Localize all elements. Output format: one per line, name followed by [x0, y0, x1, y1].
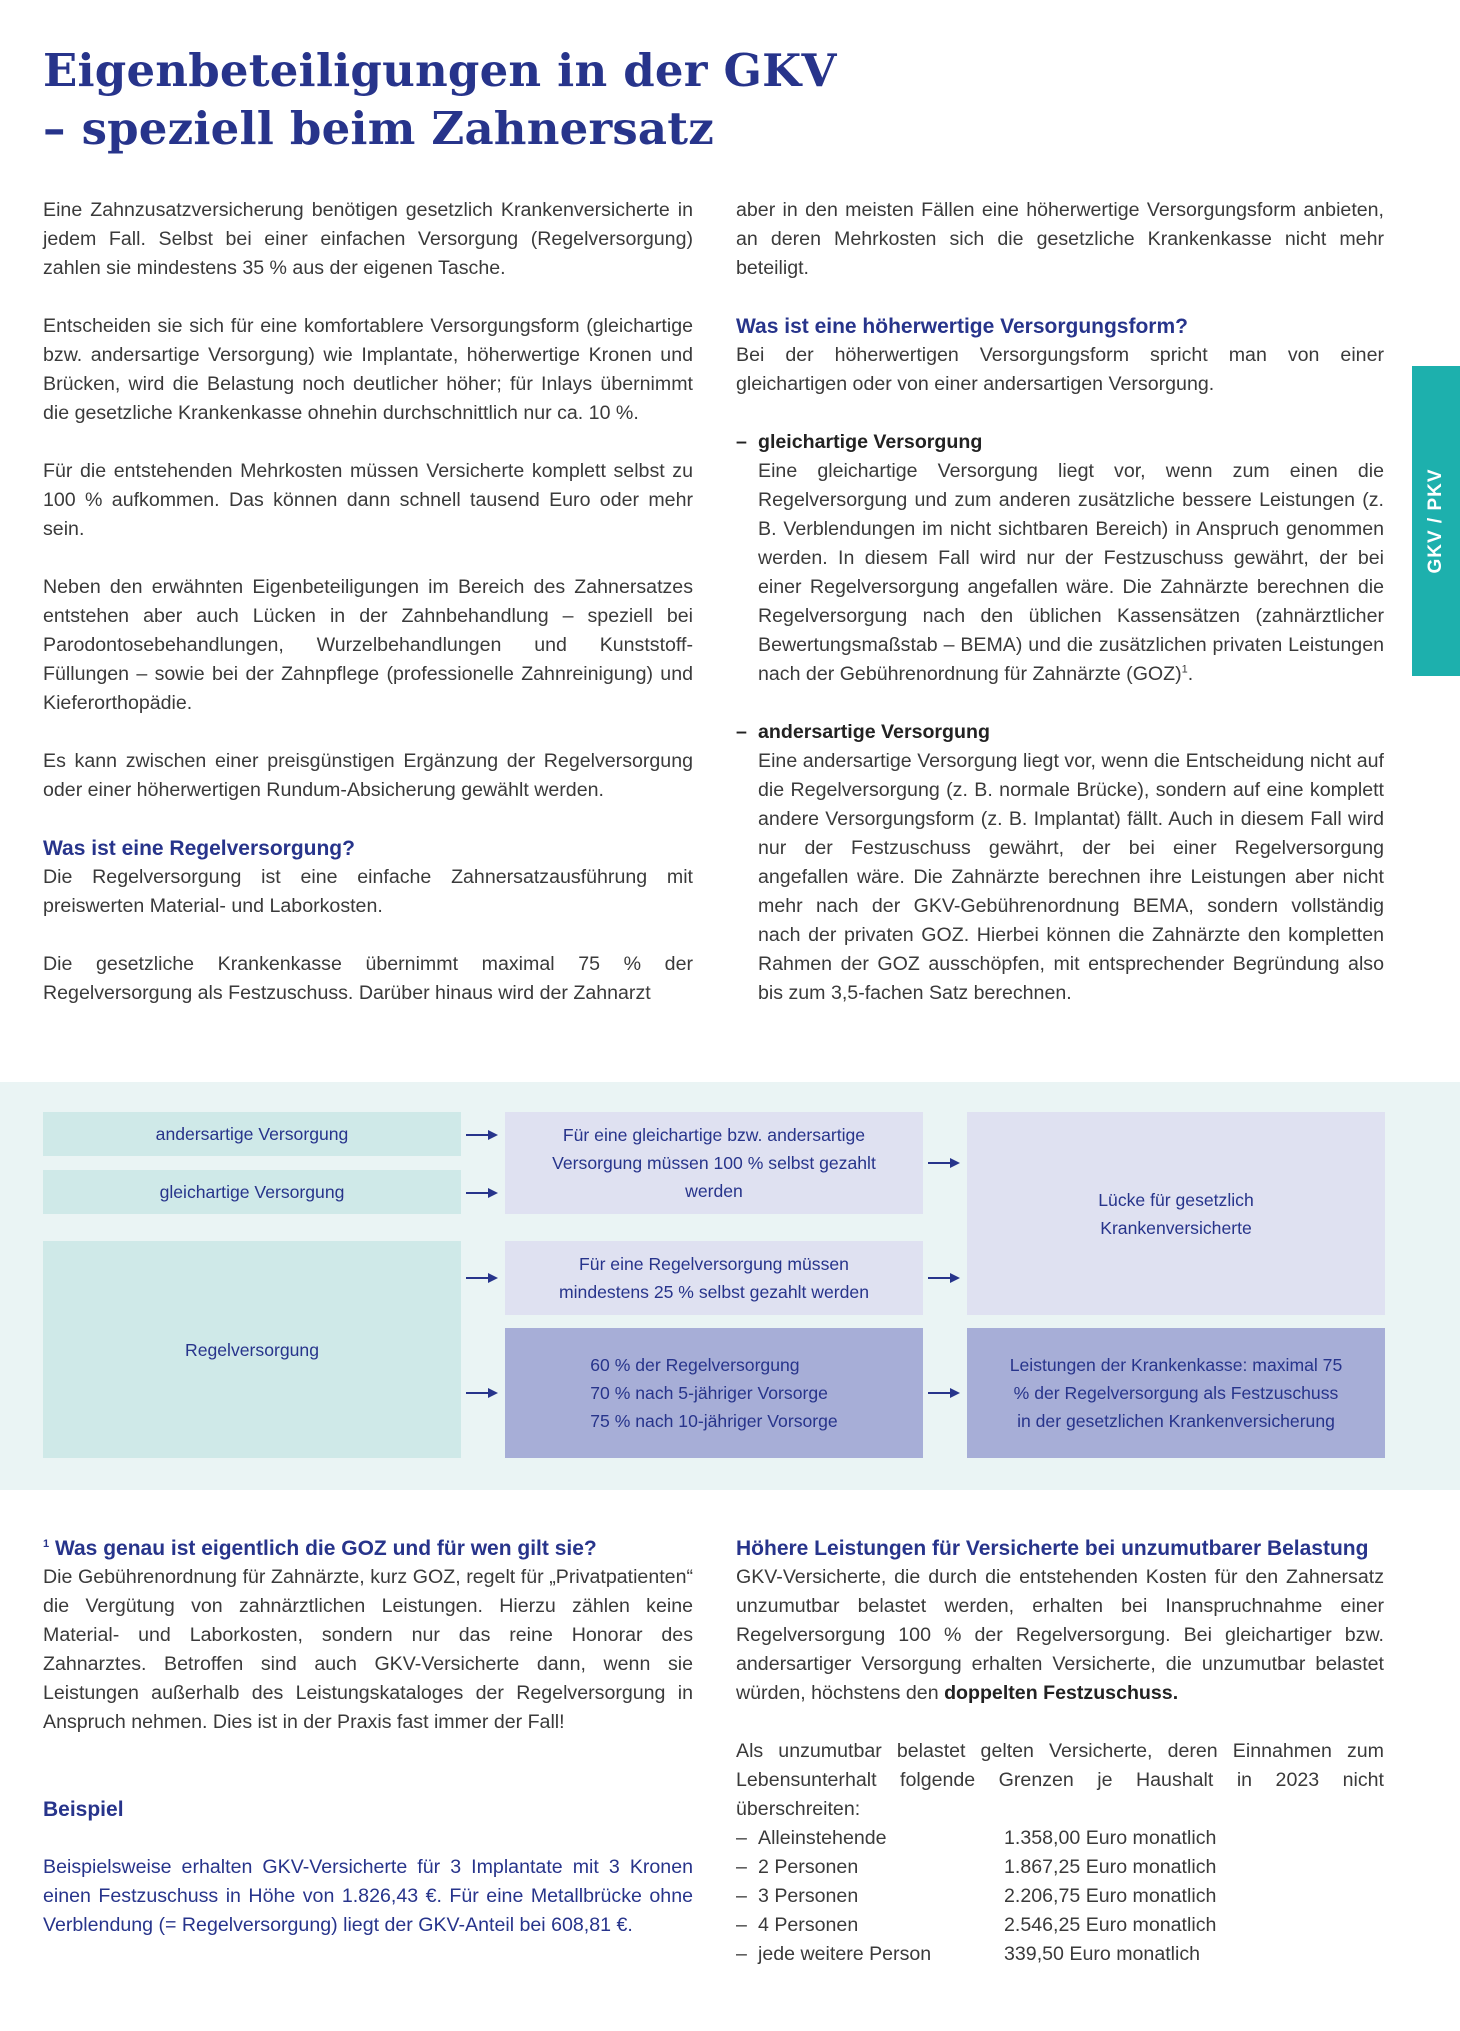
arrow-right-icon: [466, 1187, 498, 1199]
paragraph-grenzen: Als unzumutbar belastet gelten Versicherte, deren Einnahmen zum Lebensunterhalt folgende Grenzen je Haushalt in 2023 nicht überschreiten:: [736, 1740, 1384, 1820]
side-tab-label: GKV / PKV: [1425, 468, 1446, 574]
bottom-right-column: [736, 1534, 1384, 1969]
heading-beispiel: Beispiel: [43, 1798, 124, 1821]
side-tab: [1412, 366, 1460, 676]
limit-value: 1.358,00 Euro monatlich: [1004, 1827, 1217, 1849]
paragraph: Die gesetzliche Krankenkasse übernimmt maximal 75 % der Regelversorgung als Festzuschuss. Darüber hinaus wird der Zahnarzt: [43, 953, 693, 1004]
heading-goz: [43, 1534, 693, 1563]
heading-hoehere-leistungen: Höhere Leistungen für Versicherte bei unzumutbarer Belastung: [736, 1537, 1369, 1560]
subheading-andersartig: [736, 718, 1384, 747]
paragraph: Entscheiden sie sich für eine komfortablere Versorgungsform (gleichartige bzw. andersartige Versorgung) wie Implantate, höherwertige Kronen und Brücken, wird die Belastung noch deutlicher höher; für Inlays übernimmt die gesetzliche Krankenkasse ohnehin durchschnittlich nur ca. 10 %.: [43, 315, 693, 424]
limit-value: 339,50 Euro monatlich: [1004, 1943, 1201, 1965]
limit-value: 2.546,25 Euro monatlich: [1004, 1914, 1217, 1936]
bold-text: doppelten Festzuschuss.: [944, 1682, 1179, 1704]
list-item: [736, 1911, 1384, 1940]
dash-marker: –: [736, 1827, 747, 1849]
paragraph: Bei der höherwertigen Versorgungsform spricht man von einer gleichartigen oder von einer andersartigen Versorgung.: [736, 344, 1384, 395]
percent-line: 70 % nach 5-jähriger Vorsorge: [590, 1383, 828, 1403]
paragraph-goz: Die Gebührenordnung für Zahnärzte, kurz GOZ, regelt für „Privatpatienten“ die Vergütung von zahnärztlichen Leistungen. Hierzu zählen keine Material- und Laborkosten, sondern nur das reine Honorar des Zahnarztes. Betroffen sind auch GKV-Versicherte dann, wenn sie Leistungen außerhalb des Leistungskataloges der Regelversorgung in Anspruch nehmen. Dies ist in der Praxis fast immer der Fall!: [43, 1566, 693, 1733]
box-percent-list: [505, 1328, 923, 1458]
paragraph-text: Eine gleichartige Versorgung liegt vor, wenn zum einen die Regelversorgung und zum anderen zusätzliche bessere Leistungen (z. B. Verblendungen im nicht sichtbaren Bereich) in Anspruch genommen werden. In diesem Fall wird nur der Festzuschuss gewährt, der bei einer Regelversorgung angefallen wäre. Die Zahnärzte berechnen die Regelversorgung nach den üblichen Kassensätzen (zahnärztlicher Bewertungsmaßstab – BEMA) und die zusätzlichen privaten Leistungen nach der Gebührenordnung für Zahnärzte (GOZ): [758, 460, 1384, 685]
box-100-percent: Für eine gleichartige bzw. andersartige Versorgung müssen 100 % selbst gezahlt werden: [505, 1112, 923, 1214]
heading-goz-label: Was genau ist eigentlich die GOZ und für wen gilt sie?: [49, 1537, 597, 1560]
bottom-left-column: [43, 1534, 693, 1940]
percent-list: [590, 1351, 837, 1435]
dash-marker: –: [736, 431, 747, 453]
dash-marker: –: [736, 721, 747, 743]
title-line-1: Eigenbeteiligungen in der GKV: [43, 44, 837, 97]
paragraph-beispiel: Beispielsweise erhalten GKV-Versicherte für 3 Implantate mit 3 Kronen einen Festzuschuss in Höhe von 1.826,43 €. Für eine Metallbrücke ohne Verblendung (= Regelversorgung) liegt der GKV-Anteil bei 608,81 €.: [43, 1856, 693, 1936]
paragraph: Es kann zwischen einer preisgünstigen Ergänzung der Regelversorgung oder einer höherwertigen Rundum-Absicherung gewählt werden.: [43, 750, 693, 801]
limit-value: 2.206,75 Euro monatlich: [1004, 1885, 1217, 1907]
list-item: [736, 1882, 1384, 1911]
box-leistungen: Leistungen der Krankenkasse: maximal 75 % der Regelversorgung als Festzuschuss in der gesetzlichen Krankenversicherung: [967, 1328, 1385, 1458]
paragraph: Die Regelversorgung ist eine einfache Zahnersatzausführung mit preiswerten Material- und Laborkosten.: [43, 866, 693, 917]
paragraph-gleichartig: [758, 457, 1384, 689]
paragraph-text: GKV-Versicherte, die durch die entstehenden Kosten für den Zahnersatz unzumutbar belastet werden, erhalten bei Inanspruchnahme einer Regelversorgung 100 % der Regelversorgung. Bei gleichartiger bzw. andersartiger Versorgung erhalten Versicherte, die unzumutbar belastet würden, höchstens den: [736, 1566, 1384, 1704]
title-line-2: – speziell beim Zahnersatz: [43, 102, 715, 155]
arrow-right-icon: [466, 1272, 498, 1284]
box-andersartig: andersartige Versorgung: [43, 1112, 461, 1156]
right-column: [736, 196, 1384, 1037]
limit-label: 4 Personen: [758, 1914, 859, 1936]
subheading-gleichartig-label: gleichartige Versorgung: [758, 431, 983, 453]
list-item: [736, 1940, 1384, 1969]
limit-value: 1.867,25 Euro monatlich: [1004, 1856, 1217, 1878]
left-column: [43, 196, 693, 1008]
box-regelversorgung: Regelversorgung: [43, 1241, 461, 1458]
dash-marker: –: [736, 1943, 747, 1965]
box-gleichartig: gleichartige Versorgung: [43, 1170, 461, 1214]
page-title: [43, 42, 1043, 158]
dash-marker: –: [736, 1856, 747, 1878]
dash-marker: –: [736, 1914, 747, 1936]
limit-label: 2 Personen: [758, 1856, 859, 1878]
footnote-marker: 1: [43, 1538, 50, 1550]
limit-label: Alleinstehende: [758, 1827, 887, 1849]
paragraph-hoehere: [736, 1563, 1384, 1708]
subheading-gleichartig: [736, 428, 1384, 457]
box-luecke: Lücke für gesetzlich Krankenversicherte: [967, 1112, 1385, 1315]
arrow-right-icon: [466, 1129, 498, 1141]
limit-label: jede weitere Person: [758, 1943, 932, 1965]
arrow-right-icon: [928, 1272, 960, 1284]
heading-hoeherwertig: Was ist eine höherwertige Versorgungsform?: [736, 315, 1188, 338]
arrow-right-icon: [928, 1157, 960, 1169]
paragraph: Neben den erwähnten Eigenbeteiligungen im Bereich des Zahnersatzes entstehen aber auch Lücken in der Zahnbehandlung – speziell bei Parodontosebehandlungen, Wurzelbehandlungen und Kunststoff-Füllungen – sowie bei der Zahnpflege (professionelle Zahnreinigung) und Kieferorthopädie.: [43, 576, 693, 714]
arrow-right-icon: [928, 1387, 960, 1399]
list-item: [736, 1853, 1384, 1882]
paragraph: Für die entstehenden Mehrkosten müssen Versicherte komplett selbst zu 100 % aufkommen. Das können dann schnell tausend Euro oder mehr sein.: [43, 460, 693, 540]
footnote-ref: 1: [1181, 663, 1188, 676]
percent-line: 60 % der Regelversorgung: [590, 1355, 800, 1375]
limit-label: 3 Personen: [758, 1885, 859, 1907]
paragraph-end: .: [1187, 663, 1194, 685]
heading-regelversorgung: Was ist eine Regelversorgung?: [43, 837, 355, 860]
percent-line: 75 % nach 10-jähriger Vorsorge: [590, 1411, 838, 1431]
dash-marker: –: [736, 1885, 747, 1907]
paragraph-andersartig: Eine andersartige Versorgung liegt vor, wenn die Entscheidung nicht auf die Regelversorgung (z. B. normale Brücke), sondern auf eine komplett andere Versorgungsform (z. B. Implantat) fällt. Auch in diesem Fall wird nur der Festzuschuss gewährt, der bei einer Regelversorgung angefallen wäre. Die Zahnärzte berechnen ihre Leistungen aber nicht mehr nach der GKV-Gebührenordnung BEMA, sondern vollständig nach der privaten GOZ. Hierbei können die Zahnärzte den kompletten Rahmen der GOZ ausschöpfen, mit entsprechender Begründung also bis zum 3,5-fachen Satz berechnen.: [758, 750, 1384, 1004]
paragraph: aber in den meisten Fällen eine höherwertige Versorgungsform anbieten, an deren Mehrkosten sich die gesetzliche Krankenkasse nicht mehr beteiligt.: [736, 199, 1384, 279]
list-item: [736, 1824, 1384, 1853]
subheading-andersartig-label: andersartige Versorgung: [758, 721, 990, 743]
paragraph: Eine Zahnzusatzversicherung benötigen gesetzlich Krankenversicherte in jedem Fall. Selbst bei einer einfachen Versorgung (Regelversorgung) zahlen sie mindestens 35 % aus der eigenen Tasche.: [43, 199, 693, 279]
box-25-percent: Für eine Regelversorgung müssen mindestens 25 % selbst gezahlt werden: [505, 1241, 923, 1315]
income-limits-list: [736, 1824, 1384, 1969]
arrow-right-icon: [466, 1387, 498, 1399]
